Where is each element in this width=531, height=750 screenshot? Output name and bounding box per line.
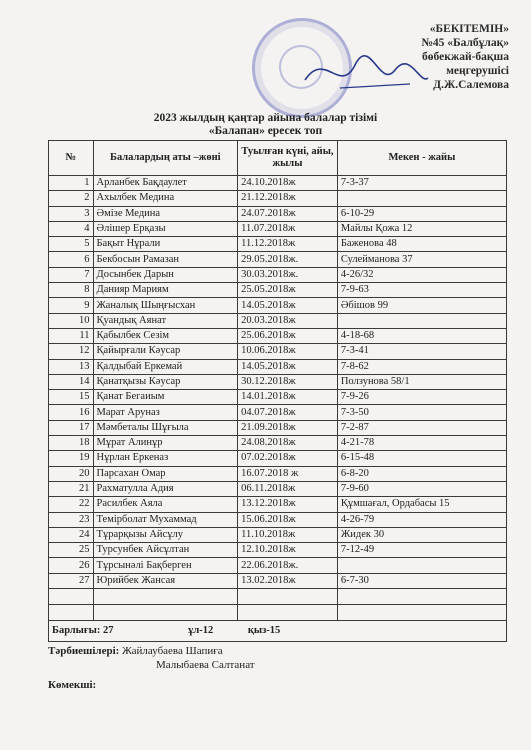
row-number: 5 (49, 237, 94, 252)
row-number: 8 (49, 283, 94, 298)
child-name: Бекбосын Рамазан (93, 252, 238, 267)
table-row (49, 344, 507, 359)
table-row (49, 252, 507, 267)
child-name: Әмізе Медина (93, 206, 238, 221)
address (337, 191, 506, 206)
table-row (49, 374, 507, 389)
birth-date: 11.12.2018ж (238, 237, 338, 252)
table-row (49, 328, 507, 343)
girls-count: қыз-15 (247, 625, 281, 637)
child-name: Ахылбек Медина (93, 191, 238, 206)
table-row (49, 237, 507, 252)
row-number: 11 (49, 328, 94, 343)
table-row (49, 283, 507, 298)
child-name: Нұрлан Еркеназ (93, 451, 238, 466)
total-count: Барлығы: 27 (52, 625, 114, 637)
table-row (49, 313, 507, 328)
birth-date: 15.06.2018ж (238, 512, 338, 527)
address: 7-2-87 (337, 420, 506, 435)
table-row (49, 405, 507, 420)
table-row (49, 558, 507, 573)
birth-date: 20.03.2018ж (238, 313, 338, 328)
child-name: Бақыт Нұрали (93, 237, 238, 252)
row-number: 24 (49, 527, 94, 542)
empty-row (49, 605, 507, 621)
header-number: № (49, 141, 94, 176)
row-number: 4 (49, 221, 94, 236)
address: 7-3-37 (337, 176, 506, 191)
row-number: 9 (49, 298, 94, 313)
approval-line-4: меңгерушісі (446, 65, 509, 77)
address: 4-21-78 (337, 436, 506, 451)
header-birthdate: Туылған күні, айы, жылы (238, 141, 338, 176)
row-number: 2 (49, 191, 94, 206)
table-row (49, 359, 507, 374)
birth-date: 25.05.2018ж (238, 283, 338, 298)
row-number: 26 (49, 558, 94, 573)
address: 7-3-50 (337, 405, 506, 420)
birth-date: 24.08.2018ж (238, 436, 338, 451)
child-name: Данияр Мариям (93, 283, 238, 298)
table-row (49, 206, 507, 221)
child-name: Темірболат Мухаммад (93, 512, 238, 527)
title-line-1: 2023 жылдың қаңтар айына балалар тізімі (153, 112, 378, 124)
row-number: 18 (49, 436, 94, 451)
address: 7-9-26 (337, 390, 506, 405)
child-name: Әлішер Ерқазы (93, 221, 238, 236)
table-header-row (49, 141, 507, 176)
row-number: 3 (49, 206, 94, 221)
table-row (49, 573, 507, 588)
teachers-label: Тәрбиешілері: (48, 645, 120, 657)
table-row (49, 497, 507, 512)
row-number: 15 (49, 390, 94, 405)
birth-date: 11.07.2018ж (238, 221, 338, 236)
signature (300, 40, 430, 100)
birth-date: 22.06.2018ж. (238, 558, 338, 573)
child-name: Парсахан Омар (93, 466, 238, 481)
child-name: Қанатқызы Кәусар (93, 374, 238, 389)
table-row (49, 436, 507, 451)
row-number: 22 (49, 497, 94, 512)
table-row (49, 390, 507, 405)
birth-date: 30.03.2018ж. (238, 267, 338, 282)
approval-line-1: «БЕКІТЕМІН» (429, 23, 509, 35)
row-number: 13 (49, 359, 94, 374)
teacher-1: Жайлаубаева Шапиға (122, 645, 223, 657)
birth-date: 07.02.2018ж (238, 451, 338, 466)
child-name: Марат Аруназ (93, 405, 238, 420)
address: 7-12-49 (337, 543, 506, 558)
row-number: 20 (49, 466, 94, 481)
row-number: 19 (49, 451, 94, 466)
address: 7-9-63 (337, 283, 506, 298)
footer (48, 644, 255, 692)
row-number: 7 (49, 267, 94, 282)
row-number: 27 (49, 573, 94, 588)
child-name: Юрийбек Жансая (93, 573, 238, 588)
row-number: 12 (49, 344, 94, 359)
table-row (49, 466, 507, 481)
table-row (49, 512, 507, 527)
address: Ползунова 58/1 (337, 374, 506, 389)
child-name: Расилбек Аяла (93, 497, 238, 512)
boys-count: ұл-12 (188, 625, 214, 637)
birth-date: 16.07.2018 ж (238, 466, 338, 481)
child-name: Турсунбек Айсұлтан (93, 543, 238, 558)
child-name: Мәмбеталы Шұғыла (93, 420, 238, 435)
approval-block (421, 22, 509, 92)
children-list-table (48, 140, 507, 642)
child-name: Жаналық Шыңғысхан (93, 298, 238, 313)
address: Баженова 48 (337, 237, 506, 252)
child-name: Тұрсынәлі Бақберген (93, 558, 238, 573)
row-number: 25 (49, 543, 94, 558)
birth-date: 04.07.2018ж (238, 405, 338, 420)
birth-date: 12.10.2018ж (238, 543, 338, 558)
address: 4-26/32 (337, 267, 506, 282)
table-row (49, 176, 507, 191)
row-number: 1 (49, 176, 94, 191)
birth-date: 29.05.2018ж. (238, 252, 338, 267)
address: 7-8-62 (337, 359, 506, 374)
birth-date: 21.12.2018ж (238, 191, 338, 206)
child-name: Досынбек Дарын (93, 267, 238, 282)
table-row (49, 221, 507, 236)
birth-date: 06.11.2018ж (238, 481, 338, 496)
table-row (49, 527, 507, 542)
table-row (49, 191, 507, 206)
child-name: Қайырғали Кәусар (93, 344, 238, 359)
birth-date: 14.01.2018ж (238, 390, 338, 405)
address: Құмшағал, Ордабасы 15 (337, 497, 506, 512)
child-name: Қалдыбай Еркемай (93, 359, 238, 374)
row-number: 21 (49, 481, 94, 496)
address: Әбішов 99 (337, 298, 506, 313)
approval-line-5: Д.Ж.Салемова (433, 79, 509, 91)
teacher-2: Малыбаева Салтанат (156, 659, 255, 671)
table-row (49, 298, 507, 313)
birth-date: 11.10.2018ж (238, 527, 338, 542)
child-name: Қуандық Аянат (93, 313, 238, 328)
child-name: Қабылбек Сезім (93, 328, 238, 343)
approval-line-2: №45 «Балбұлақ» (421, 37, 509, 49)
title-line-2: «Балапан» ересек топ (208, 125, 323, 137)
birth-date: 21.09.2018ж (238, 420, 338, 435)
row-number: 16 (49, 405, 94, 420)
row-number: 23 (49, 512, 94, 527)
address: 6-15-48 (337, 451, 506, 466)
row-number: 10 (49, 313, 94, 328)
birth-date: 24.10.2018ж (238, 176, 338, 191)
address: Майлы Қожа 12 (337, 221, 506, 236)
birth-date: 14.05.2018ж (238, 359, 338, 374)
birth-date: 24.07.2018ж (238, 206, 338, 221)
child-name: Рахматулла Адия (93, 481, 238, 496)
total-cell (49, 621, 507, 642)
address: 4-26-79 (337, 512, 506, 527)
child-name: Арланбек Бақдаулет (93, 176, 238, 191)
table-row (49, 481, 507, 496)
child-name: Қанат Бегаиым (93, 390, 238, 405)
address: 4-18-68 (337, 328, 506, 343)
total-row (49, 621, 507, 642)
birth-date: 13.12.2018ж (238, 497, 338, 512)
address: 6-10-29 (337, 206, 506, 221)
child-name: Мұрат Алинұр (93, 436, 238, 451)
address: 6-7-30 (337, 573, 506, 588)
address: 7-3-41 (337, 344, 506, 359)
empty-row (49, 589, 507, 605)
table-row (49, 267, 507, 282)
birth-date: 14.05.2018ж (238, 298, 338, 313)
assistant-label: Көмекші: (48, 679, 97, 691)
table-row (49, 420, 507, 435)
address (337, 313, 506, 328)
address: Жидек 30 (337, 527, 506, 542)
birth-date: 25.06.2018ж (238, 328, 338, 343)
document-title (0, 112, 531, 138)
birth-date: 30.12.2018ж (238, 374, 338, 389)
address: 6-8-20 (337, 466, 506, 481)
address: Сулейманова 37 (337, 252, 506, 267)
header-name: Балалардың аты –жөні (93, 141, 238, 176)
table-row (49, 543, 507, 558)
birth-date: 13.02.2018ж (238, 573, 338, 588)
address: 7-9-60 (337, 481, 506, 496)
row-number: 14 (49, 374, 94, 389)
approval-line-3: бөбекжай-бақша (422, 51, 509, 63)
table-row (49, 451, 507, 466)
birth-date: 10.06.2018ж (238, 344, 338, 359)
row-number: 17 (49, 420, 94, 435)
address (337, 558, 506, 573)
header-address: Мекен - жайы (337, 141, 506, 176)
child-name: Тұрарқызы Айсұлу (93, 527, 238, 542)
row-number: 6 (49, 252, 94, 267)
